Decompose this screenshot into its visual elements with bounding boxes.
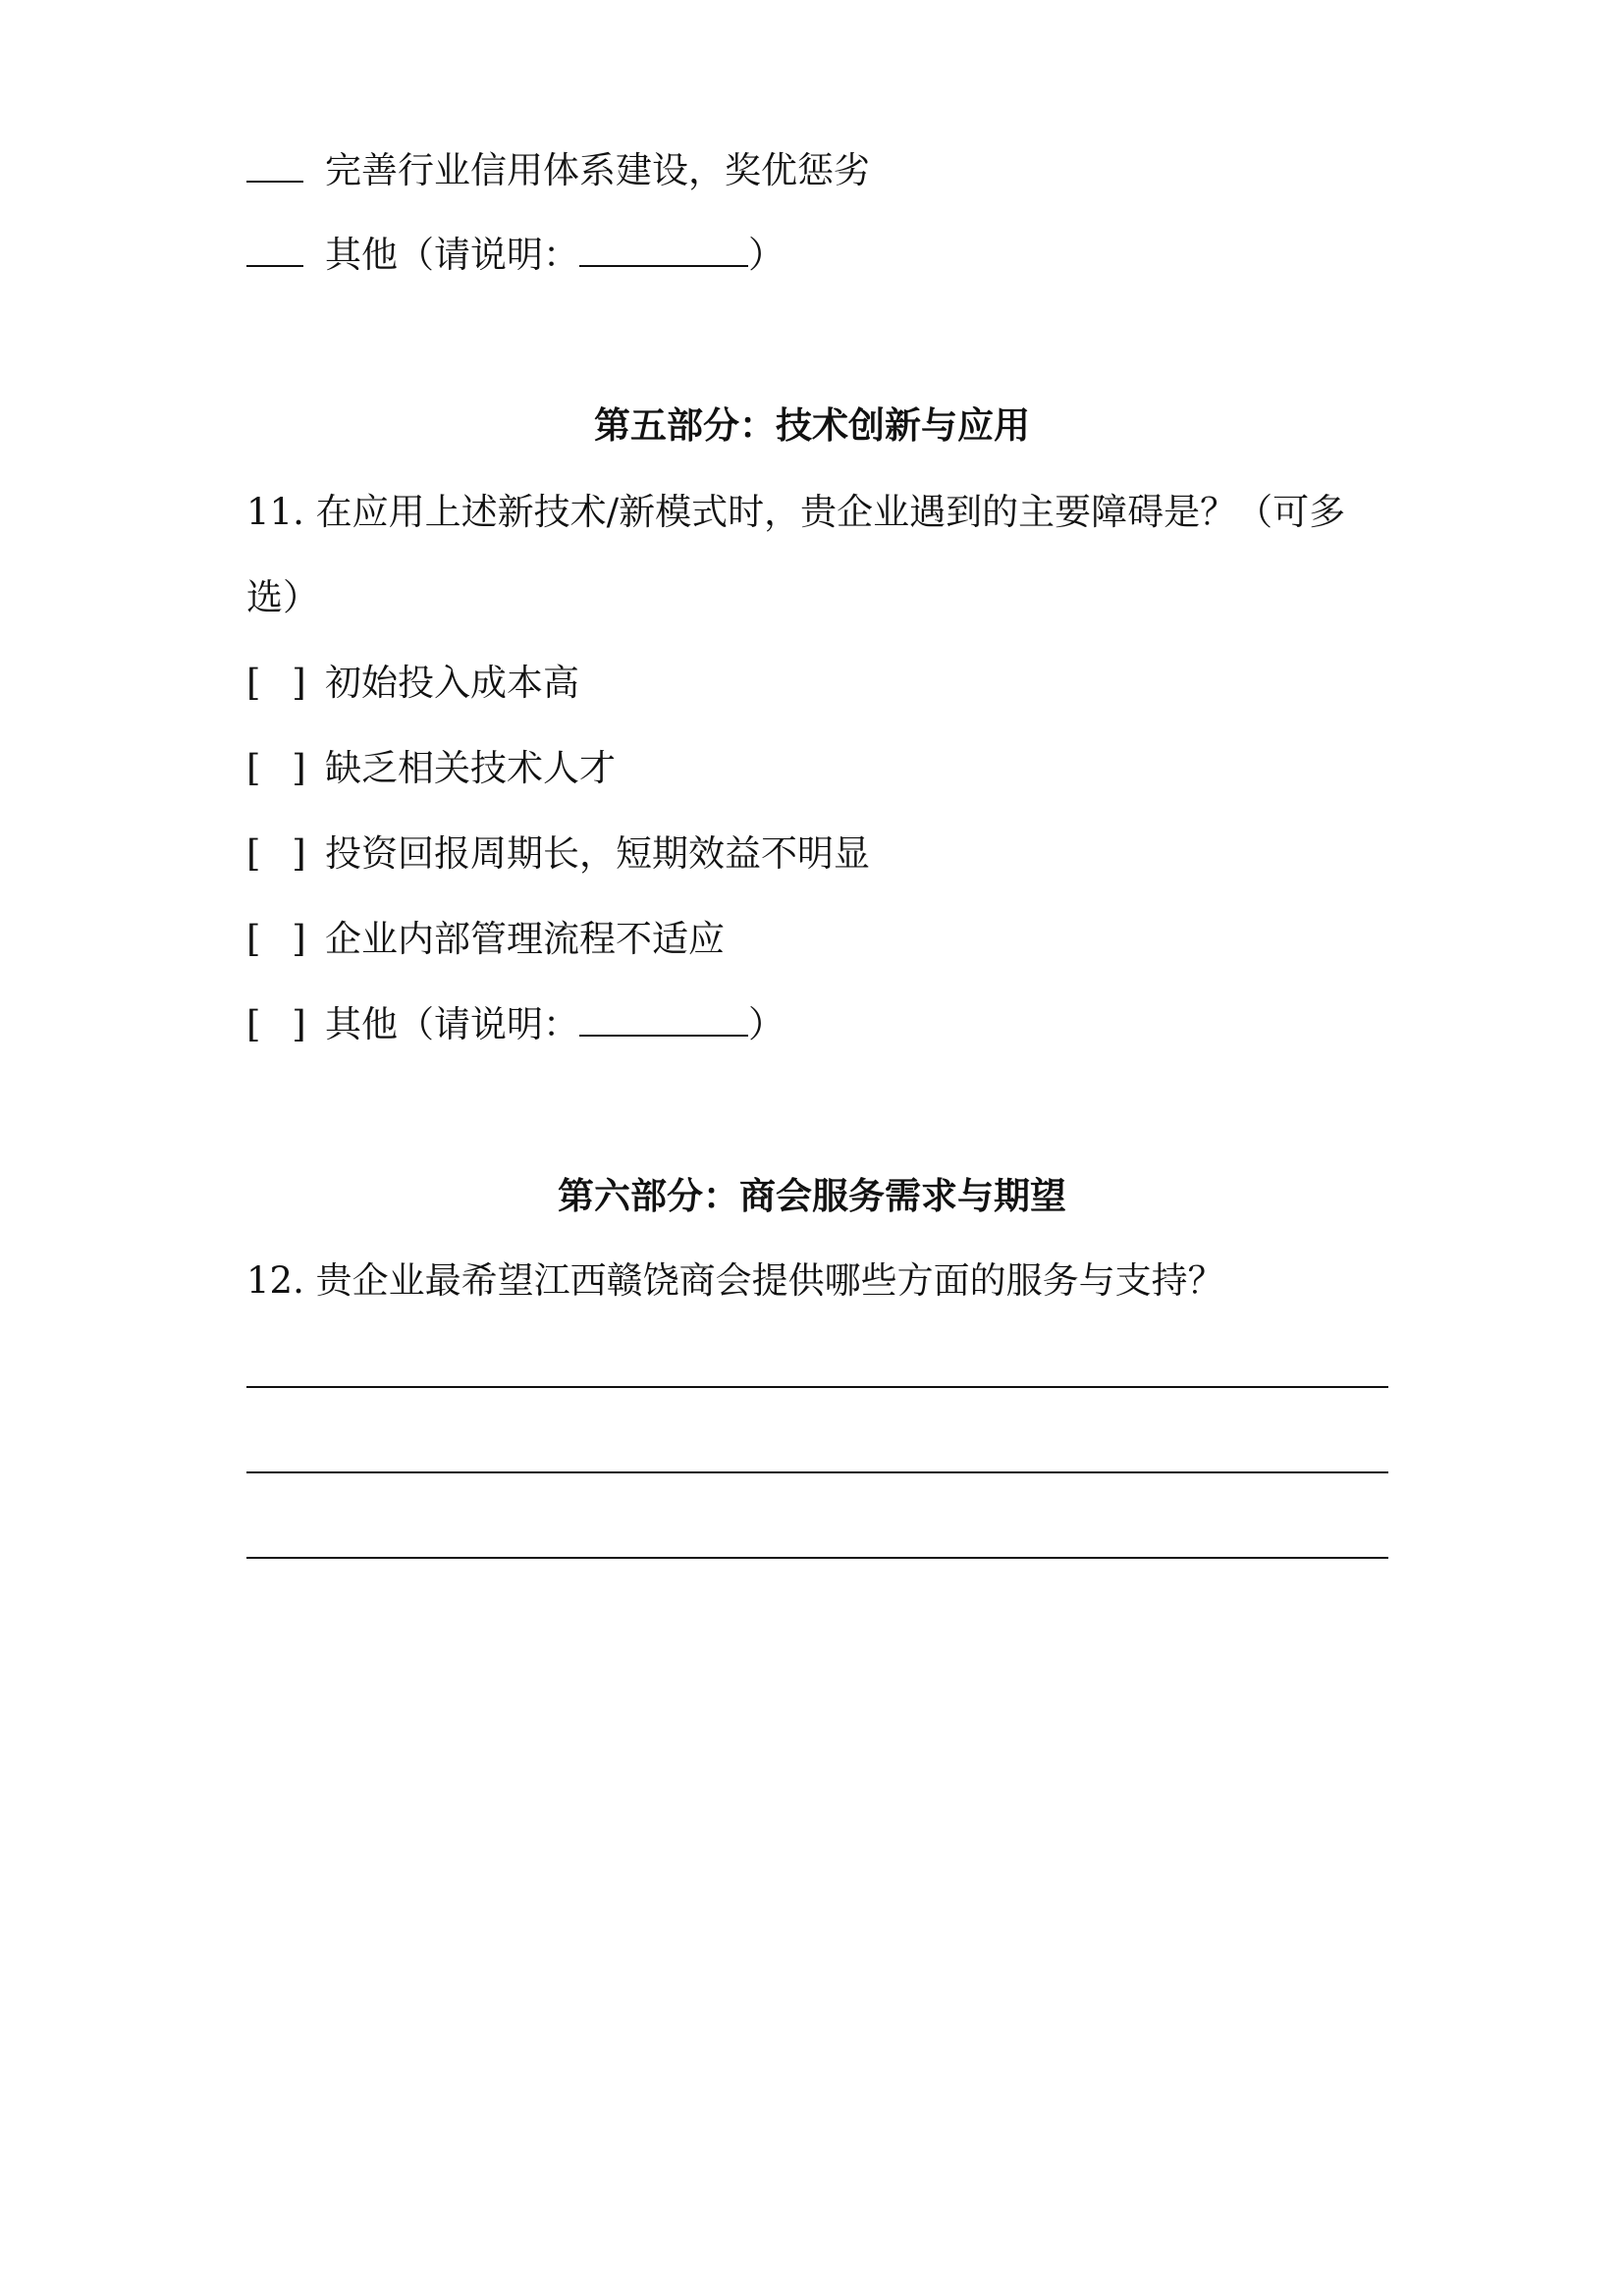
- close-paren: ）: [748, 234, 785, 276]
- checkbox[interactable]: [ ]: [246, 747, 316, 789]
- option-label: 投资回报周期长，短期效益不明显: [325, 832, 870, 875]
- option-label: 企业内部管理流程不适应: [325, 918, 725, 960]
- option-credit-system[interactable]: [246, 149, 870, 192]
- section-5-title: 第五部分：技术创新与应用: [594, 404, 1030, 447]
- option-other-s5[interactable]: [246, 1003, 785, 1046]
- option-label: 缺乏相关技术人才: [325, 747, 616, 789]
- option-label: 初始投入成本高: [325, 662, 579, 704]
- fill-in-blank[interactable]: [246, 236, 303, 267]
- checkbox[interactable]: [ ]: [246, 832, 316, 875]
- option-label: 其他（请说明：: [325, 234, 579, 276]
- option-lack-talent[interactable]: [246, 747, 616, 790]
- checkbox[interactable]: [ ]: [246, 918, 316, 960]
- option-other-s4[interactable]: [246, 234, 785, 277]
- option-label: 其他（请说明：: [325, 1003, 579, 1045]
- question-11-line1: 11. 在应用上述新技术/新模式时，贵企业遇到的主要障碍是？（可多: [246, 491, 1346, 533]
- option-long-payback[interactable]: [246, 832, 870, 876]
- checkbox[interactable]: [ ]: [246, 662, 316, 704]
- question-11-line2: 选）: [246, 576, 319, 618]
- option-initial-cost[interactable]: [246, 662, 579, 705]
- other-explain-blank[interactable]: [579, 236, 748, 267]
- fill-in-blank[interactable]: [246, 151, 303, 183]
- other-explain-blank[interactable]: [579, 1005, 748, 1037]
- question-12: 12. 贵企业最希望江西赣饶商会提供哪些方面的服务与支持？: [246, 1259, 1224, 1302]
- option-process-mismatch[interactable]: [246, 918, 725, 961]
- section-6-title: 第六部分：商会服务需求与期望: [558, 1175, 1066, 1217]
- option-label: 完善行业信用体系建设，奖优惩劣: [325, 149, 870, 191]
- answer-line-3[interactable]: [246, 1557, 1388, 1559]
- checkbox[interactable]: [ ]: [246, 1003, 316, 1045]
- answer-line-2[interactable]: [246, 1471, 1388, 1473]
- close-paren: ）: [748, 1003, 785, 1045]
- answer-line-1[interactable]: [246, 1386, 1388, 1388]
